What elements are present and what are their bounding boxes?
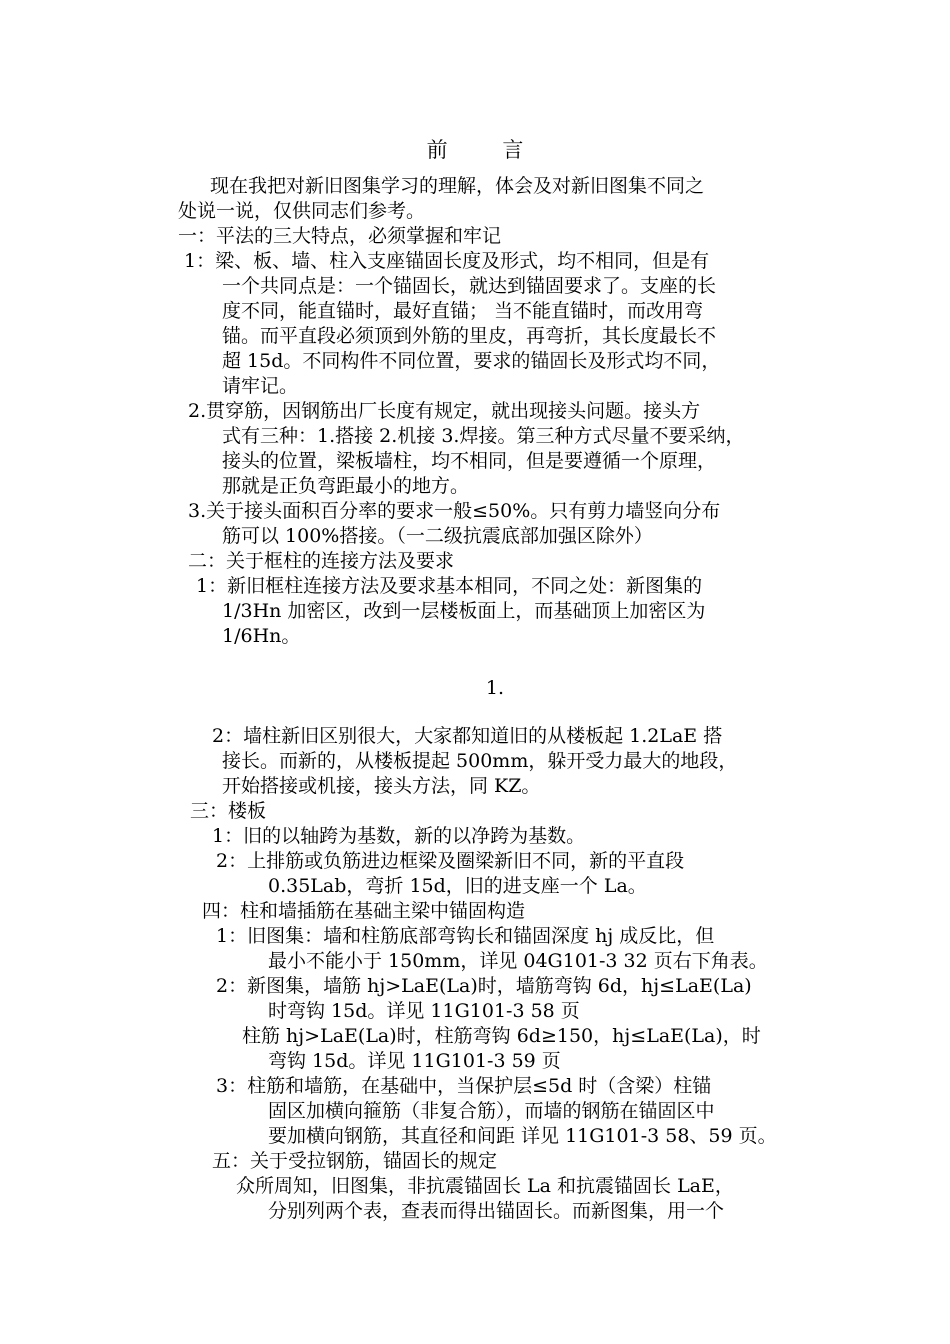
text-line: 开始搭接或机接，接头方法，同 KZ。: [222, 775, 541, 797]
text-line: 请牢记。: [222, 375, 299, 397]
text-line: 固区加横向箍筋（非复合筋），而墙的钢筋在锚固区中: [268, 1100, 715, 1122]
text-line: 0.35Lab，弯折 15d，旧的进支座一个 La。: [268, 875, 647, 897]
text-line: 3.关于接头面积百分率的要求一般≤50%。只有剪力墙竖向分布: [188, 500, 721, 522]
text-line: 弯钩 15d。详见 11G101-3 59 页: [268, 1050, 561, 1072]
text-line: 接头的位置，梁板墙柱，均不相同，但是要遵循一个原理，: [222, 450, 717, 472]
section-heading-4: 四：柱和墙插筋在基础主梁中锚固构造: [202, 900, 526, 922]
text-line: 筋可以 100%搭接。（一二级抗震底部加强区除外）: [222, 525, 653, 547]
text-line: 现在我把对新旧图集学习的理解，体会及对新旧图集不同之: [210, 175, 705, 197]
text-line: 1：旧图集：墙和柱筋底部弯钩长和锚固深度 hj 成反比，但: [216, 925, 715, 947]
text-line: 处说一说，仅供同志们参考。: [178, 200, 426, 222]
text-line: 时弯钩 15d。详见 11G101-3 58 页: [268, 1000, 580, 1022]
text-line: 1：新旧框柱连接方法及要求基本相同，不同之处：新图集的: [196, 575, 703, 597]
text-line: 接长。而新的，从楼板提起 500mm，躲开受力最大的地段，: [222, 750, 738, 772]
page-title: 前 言: [426, 138, 524, 162]
text-line: 2.贯穿筋，因钢筋出厂长度有规定，就出现接头问题。接头方: [188, 400, 701, 422]
section-heading-1: 一：平法的三大特点，必须掌握和牢记: [178, 225, 502, 247]
text-line: 柱筋 hj>LaE(La)时，柱筋弯钩 6d≥150，hj≤LaE(La)，时: [242, 1025, 761, 1047]
page-number: 1.: [485, 677, 505, 699]
text-line: 分别列两个表，查表而得出锚固长。而新图集，用一个: [268, 1200, 725, 1222]
text-line: 那就是正负弯距最小的地方。: [222, 475, 470, 497]
text-line: 1/6Hn。: [222, 625, 301, 647]
text-line: 1：梁、板、墙、柱入支座锚固长度及形式，均不相同，但是有: [184, 250, 710, 272]
text-line: 要加横向钢筋，其直径和间距 详见 11G101-3 58、59 页。: [268, 1125, 777, 1147]
section-heading-2: 二：关于框柱的连接方法及要求: [188, 550, 455, 572]
text-line: 2：上排筋或负筋进边框梁及圈梁新旧不同，新的平直段: [216, 850, 685, 872]
text-line: 最小不能小于 150mm，详见 04G101-3 32 页右下角表。: [268, 950, 768, 972]
section-heading-5: 五：关于受拉钢筋，锚固长的规定: [212, 1150, 498, 1172]
text-line: 3：柱筋和墙筋，在基础中，当保护层≤5d 时（含梁）柱锚: [216, 1075, 712, 1097]
text-line: 1：旧的以轴跨为基数，新的以净跨为基数。: [212, 825, 586, 847]
text-line: 式有三种：1.搭接 2.机接 3.焊接。第三种方式尽量不要采纳，: [222, 425, 745, 447]
text-line: 2：新图集，墙筋 hj>LaE(La)时，墙筋弯钩 6d，hj≤LaE(La): [216, 975, 752, 997]
text-line: 一个共同点是：一个锚固长，就达到锚固要求了。支座的长: [222, 275, 717, 297]
text-line: 众所周知，旧图集，非抗震锚固长 La 和抗震锚固长 LaE，: [236, 1175, 734, 1197]
text-line: 锚。而平直段必须顶到外筋的里皮，再弯折，其长度最长不: [222, 325, 717, 347]
text-line: 度不同，能直锚时，最好直锚； 当不能直锚时，而改用弯: [222, 300, 704, 322]
text-line: 1/3Hn 加密区，改到一层楼板面上，而基础顶上加密区为: [222, 600, 706, 622]
section-heading-3: 三：楼板: [190, 800, 267, 822]
text-line: 超 15d。不同构件不同位置，要求的锚固长及形式均不同，: [222, 350, 721, 372]
text-line: 2：墙柱新旧区别很大，大家都知道旧的从楼板起 1.2LaE 搭: [212, 725, 723, 747]
